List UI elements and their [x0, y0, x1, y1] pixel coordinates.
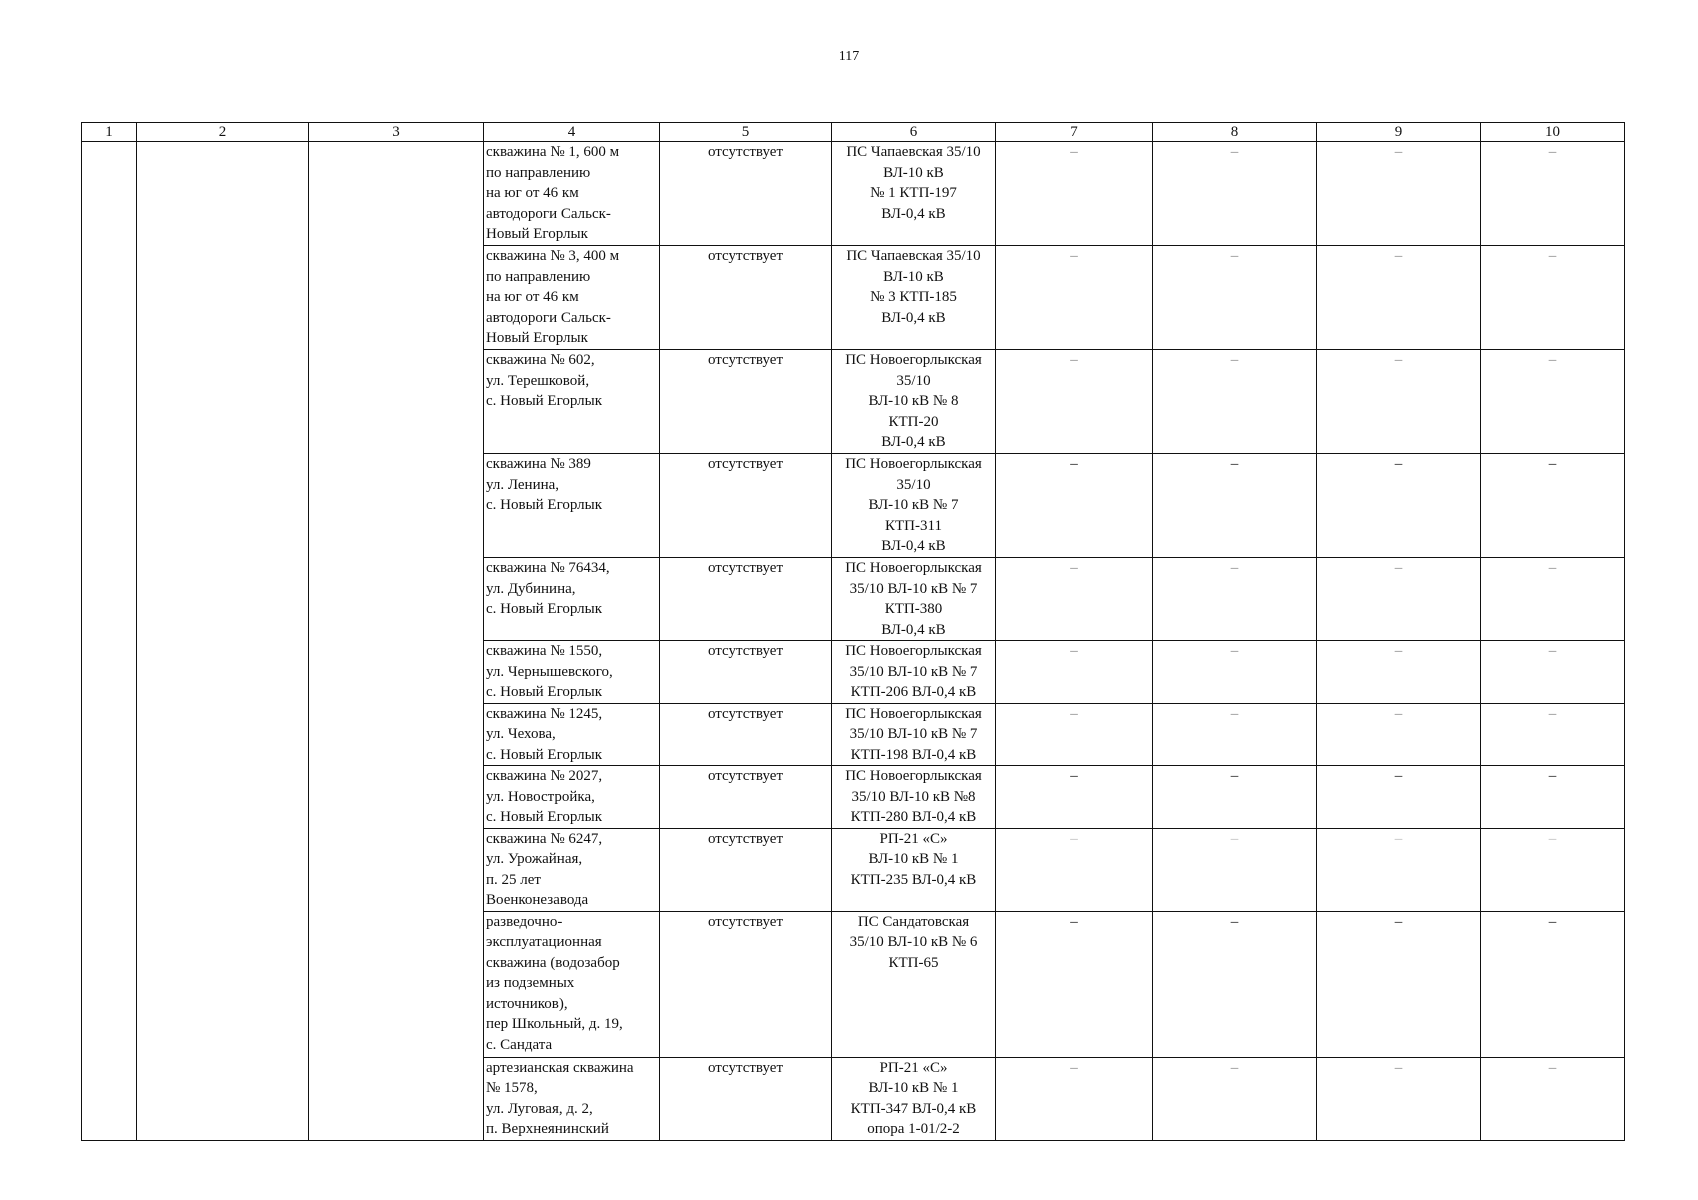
column-header-8: 8 [1153, 123, 1317, 142]
location-line: с. Новый Егорлык [486, 497, 603, 513]
supply-line: 35/10 ВЛ-10 кВ № 7 [849, 663, 978, 680]
status-cell: отсутствует [660, 641, 832, 704]
supply-line: ВЛ-10 кВ № 1 [868, 1080, 959, 1096]
col-8-cell: – [1153, 454, 1317, 558]
supply-line: № 1 КТП-197 [870, 185, 957, 201]
status-cell: отсутствует [660, 766, 832, 829]
supply-line: ВЛ-0,4 кВ [881, 621, 946, 638]
merged-cell-col-1 [82, 142, 137, 1141]
col-9-cell: – [1317, 350, 1481, 454]
location-line: ул. Ленина, [486, 476, 560, 493]
location-line: артезианская скважина [486, 1059, 634, 1076]
location-line: п. Верхнеянинский [486, 1121, 609, 1137]
location-cell [484, 142, 660, 246]
supply-line: 35/10 [896, 372, 931, 389]
col-9-cell: – [1317, 766, 1481, 829]
location-line: скважина № 2027, [486, 768, 603, 784]
col-7-cell: – [996, 454, 1153, 558]
location-cell [484, 1057, 660, 1140]
supply-line: РП-21 «С» [879, 1059, 948, 1076]
column-header-10: 10 [1481, 123, 1625, 142]
supply-line: РП-21 «С» [879, 830, 948, 847]
column-header-5: 5 [660, 123, 832, 142]
supply-line: ВЛ-10 кВ № 7 [868, 497, 959, 513]
status-cell: отсутствует [660, 246, 832, 350]
location-line: скважина № 76434, [486, 560, 610, 576]
col-8-cell: – [1153, 246, 1317, 350]
col-8-cell: – [1153, 142, 1317, 246]
supply-line: опора 1-01/2-2 [867, 1121, 960, 1137]
supply-cell [832, 350, 996, 454]
location-line: ул. Чернышевского, [486, 663, 613, 680]
supply-cell [832, 911, 996, 1057]
supply-line: ПС Чапаевская 35/10 [846, 248, 981, 264]
supply-line: ПС Новоегорлыкская [845, 643, 982, 659]
location-line: эксплуатационная [486, 934, 602, 950]
location-line: пер Школьный, д. 19, [486, 1016, 623, 1032]
supply-line: КТП-280 ВЛ-0,4 кВ [850, 809, 977, 825]
supply-line: ПС Чапаевская 35/10 [846, 144, 981, 160]
col-10-cell: – [1481, 1057, 1625, 1140]
location-line: п. 25 лет [486, 871, 541, 888]
supply-line: ПС Новоегорлыкская [845, 352, 982, 368]
location-line: с. Сандата [486, 1036, 553, 1053]
col-8-cell: – [1153, 703, 1317, 766]
supply-line: № 3 КТП-185 [870, 289, 957, 305]
status-cell: отсутствует [660, 350, 832, 454]
supply-line: ВЛ-10 кВ № 1 [868, 851, 959, 867]
location-cell [484, 911, 660, 1057]
location-cell [484, 828, 660, 911]
location-line: ул. Чехова, [486, 726, 556, 742]
location-cell [484, 766, 660, 829]
merged-cell-col-3 [309, 142, 484, 1141]
location-cell [484, 558, 660, 641]
col-10-cell: – [1481, 911, 1625, 1057]
status-cell: отсутствует [660, 828, 832, 911]
col-9-cell: – [1317, 911, 1481, 1057]
location-line: на юг от 46 км [486, 289, 579, 305]
location-line: с. Новый Егорлык [486, 809, 603, 825]
status-cell: отсутствует [660, 558, 832, 641]
supply-line: 35/10 ВЛ-10 кВ № 7 [849, 580, 978, 597]
location-line: скважина № 3, 400 м [486, 248, 620, 264]
supply-line: ПС Новоегорлыкская [845, 456, 982, 472]
col-7-cell: – [996, 1057, 1153, 1140]
location-line: скважина № 389 [486, 456, 591, 472]
supply-line: ВЛ-10 кВ [883, 268, 944, 285]
supply-line: 35/10 ВЛ-10 кВ № 6 [849, 934, 978, 950]
header-row [82, 123, 1625, 142]
location-line: с. Новый Егорлык [486, 393, 603, 409]
col-8-cell: – [1153, 766, 1317, 829]
location-line: скважина № 1, 600 м [486, 144, 620, 160]
supply-line: КТП-198 ВЛ-0,4 кВ [850, 746, 977, 763]
status-cell: отсутствует [660, 911, 832, 1057]
location-line: автодороги Сальск- [486, 309, 611, 326]
status-cell: отсутствует [660, 454, 832, 558]
page-number: 117 [838, 49, 860, 64]
supply-line: КТП-20 [888, 413, 939, 430]
column-header-1: 1 [82, 123, 137, 142]
col-9-cell: – [1317, 641, 1481, 704]
col-7-cell: – [996, 558, 1153, 641]
supply-line: ВЛ-0,4 кВ [881, 434, 946, 450]
supply-cell [832, 828, 996, 911]
location-line: ул. Терешковой, [486, 372, 590, 389]
col-9-cell: – [1317, 703, 1481, 766]
col-9-cell: – [1317, 1057, 1481, 1140]
column-header-6: 6 [832, 123, 996, 142]
supply-line: КТП-380 [884, 601, 943, 617]
supply-cell [832, 142, 996, 246]
location-line: № 1578, [486, 1080, 538, 1096]
supply-cell [832, 766, 996, 829]
col-10-cell: – [1481, 558, 1625, 641]
col-7-cell: – [996, 246, 1153, 350]
location-line: с. Новый Егорлык [486, 601, 603, 617]
col-10-cell: – [1481, 641, 1625, 704]
col-7-cell: – [996, 703, 1153, 766]
location-cell [484, 246, 660, 350]
col-7-cell: – [996, 350, 1153, 454]
location-line: скважина № 602, [486, 352, 595, 368]
col-9-cell: – [1317, 246, 1481, 350]
col-8-cell: – [1153, 350, 1317, 454]
location-line: ул. Новостройка, [486, 788, 595, 805]
location-line: из подземных [486, 975, 575, 991]
col-8-cell: – [1153, 911, 1317, 1057]
supply-line: ВЛ-10 кВ [883, 164, 944, 181]
supply-line: КТП-65 [888, 954, 939, 971]
supply-line: КТП-235 ВЛ-0,4 кВ [850, 871, 977, 888]
location-line: ул. Луговая, д. 2, [486, 1100, 593, 1117]
location-line: скважина № 6247, [486, 830, 603, 847]
col-10-cell: – [1481, 703, 1625, 766]
col-8-cell: – [1153, 558, 1317, 641]
location-line: с. Новый Егорлык [486, 684, 603, 700]
location-line: скважина № 1245, [486, 705, 603, 722]
supply-cell [832, 558, 996, 641]
supply-line: ВЛ-0,4 кВ [881, 205, 946, 222]
col-9-cell: – [1317, 142, 1481, 246]
location-cell [484, 641, 660, 704]
col-8-cell: – [1153, 1057, 1317, 1140]
column-header-2: 2 [137, 123, 309, 142]
location-line: Новый Егорлык [486, 226, 588, 242]
supply-line: ВЛ-10 кВ № 8 [868, 393, 959, 409]
location-line: по направлению [486, 164, 591, 181]
supply-line: ПС Новоегорлыкская [845, 768, 982, 784]
column-header-9: 9 [1317, 123, 1481, 142]
table-body [82, 142, 1625, 1141]
column-header-3: 3 [309, 123, 484, 142]
col-7-cell: – [996, 641, 1153, 704]
status-cell: отсутствует [660, 142, 832, 246]
location-line: автодороги Сальск- [486, 205, 611, 222]
location-cell [484, 454, 660, 558]
col-7-cell: – [996, 911, 1153, 1057]
supply-cell [832, 703, 996, 766]
col-9-cell: – [1317, 828, 1481, 911]
supply-line: КТП-206 ВЛ-0,4 кВ [850, 684, 977, 700]
supply-line: 35/10 ВЛ-10 кВ №8 [851, 788, 976, 805]
location-cell [484, 703, 660, 766]
status-cell: отсутствует [660, 1057, 832, 1140]
location-line: Новый Егорлык [486, 330, 588, 346]
supply-line: КТП-311 [885, 517, 942, 534]
merged-cell-col-2 [137, 142, 309, 1141]
supply-line: ВЛ-0,4 кВ [881, 538, 946, 554]
location-line: ул. Дубинина, [486, 580, 576, 597]
location-line: с. Новый Егорлык [486, 746, 603, 763]
col-10-cell: – [1481, 454, 1625, 558]
supply-line: ПС Новоегорлыкская [845, 705, 982, 722]
col-9-cell: – [1317, 558, 1481, 641]
supply-cell [832, 641, 996, 704]
column-header-4: 4 [484, 123, 660, 142]
location-line: на юг от 46 км [486, 185, 579, 201]
location-line: скважина (водозабор [486, 954, 620, 971]
col-7-cell: – [996, 766, 1153, 829]
registry-table [81, 122, 1625, 1141]
supply-line: ПС Сандатовская [857, 913, 970, 930]
status-cell: отсутствует [660, 703, 832, 766]
col-7-cell: – [996, 142, 1153, 246]
location-line: разведочно- [486, 913, 563, 930]
location-line: ул. Урожайная, [486, 851, 583, 867]
table-row [82, 142, 1625, 246]
location-line: скважина № 1550, [486, 643, 603, 659]
supply-cell [832, 246, 996, 350]
supply-line: ПС Новоегорлыкская [845, 560, 982, 576]
col-7-cell: – [996, 828, 1153, 911]
col-10-cell: – [1481, 350, 1625, 454]
supply-line: 35/10 [896, 476, 931, 493]
supply-cell [832, 454, 996, 558]
location-line: источников), [486, 995, 568, 1012]
supply-line: ВЛ-0,4 кВ [881, 309, 946, 326]
col-10-cell: – [1481, 766, 1625, 829]
supply-line: КТП-347 ВЛ-0,4 кВ [850, 1100, 977, 1117]
col-10-cell: – [1481, 246, 1625, 350]
location-line: Военконезавода [486, 892, 589, 908]
supply-line: 35/10 ВЛ-10 кВ № 7 [849, 726, 978, 742]
col-9-cell: – [1317, 454, 1481, 558]
location-cell [484, 350, 660, 454]
supply-cell [832, 1057, 996, 1140]
col-10-cell: – [1481, 142, 1625, 246]
location-line: по направлению [486, 268, 591, 285]
column-header-7: 7 [996, 123, 1153, 142]
col-10-cell: – [1481, 828, 1625, 911]
col-8-cell: – [1153, 641, 1317, 704]
col-8-cell: – [1153, 828, 1317, 911]
